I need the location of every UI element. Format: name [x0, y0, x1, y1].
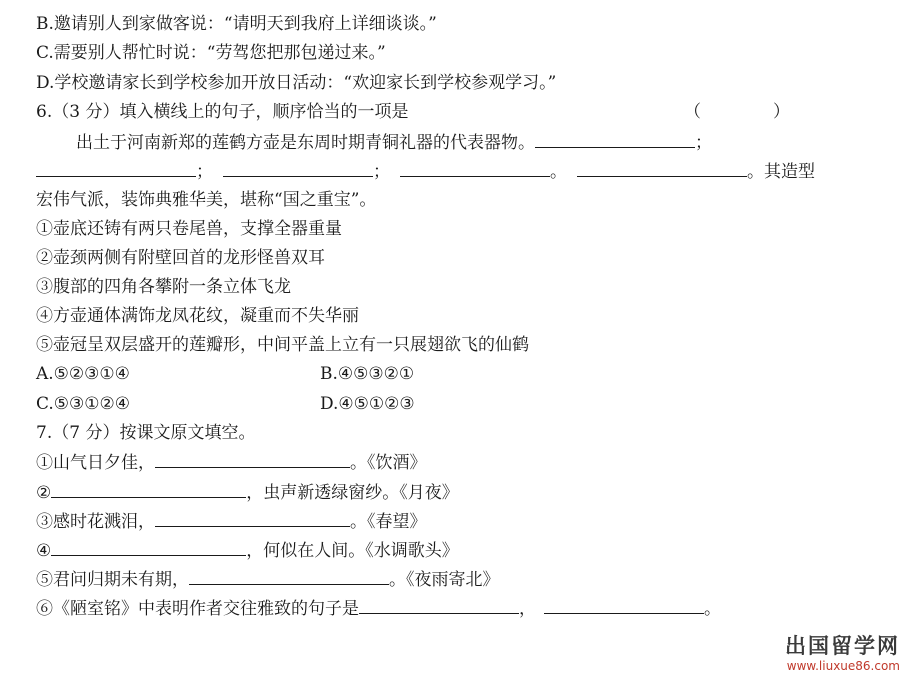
q6-stem-text: 填入横线上的句子，顺序恰当的一项是	[119, 102, 409, 122]
q7-blank-5[interactable]	[189, 567, 389, 585]
q7-blank-4[interactable]	[51, 538, 246, 556]
q5-option-c: C.需要别人帮忙时说：“劳驾您把那包递过来。”	[36, 43, 386, 63]
watermark-title: 出国留学网	[785, 634, 900, 658]
q5-option-b: B.邀请别人到家做客说：“请明天到我府上详细谈谈。”	[36, 14, 437, 34]
q6-passage-line-2: ； ； 。 。其造型	[36, 159, 815, 183]
q6-blank-5[interactable]	[577, 159, 747, 177]
q6-sentence-2: ②壶颈两侧有附壁回首的龙形怪兽双耳	[36, 248, 325, 268]
q5-option-d: D.学校邀请家长到学校参加开放日活动：“欢迎家长到学校参观学习。”	[36, 73, 557, 93]
q6-option-c[interactable]: C.⑤③①②④	[36, 394, 131, 414]
q6-blank-2[interactable]	[36, 159, 196, 177]
q6-option-b[interactable]: B.④⑤③②①	[320, 364, 415, 384]
q7-blank-6a[interactable]	[359, 596, 519, 614]
watermark-url: www.liuxue86.com	[786, 659, 900, 673]
q7-item-6: ⑥《陋室铭》中表明作者交往雅致的句子是 ， 。	[36, 596, 721, 620]
q6-number: 6.	[36, 102, 53, 122]
q6-sentence-1: ①壶底还铸有两只卷尾兽，支撑全器重量	[36, 219, 342, 239]
q6-blank-3[interactable]	[223, 159, 373, 177]
q6-sentence-5: ⑤壶冠呈双层盛开的莲瓣形，中间平盖上立有一只展翅欲飞的仙鹤	[36, 335, 529, 355]
q6-passage-line-1: 出土于河南新郑的莲鹤方壶是东周时期青铜礼器的代表器物。 ；	[76, 130, 712, 154]
q7-item-1: ①山气日夕佳， 。《饮酒》	[36, 450, 427, 474]
q6-answer-paren: （ ）	[684, 102, 790, 122]
q6-option-a[interactable]: A.⑤②③①④	[36, 364, 130, 384]
q6-option-d[interactable]: D.④⑤①②③	[320, 394, 415, 414]
q6-blank-1[interactable]	[535, 130, 695, 148]
q7-item-3: ③感时花溅泪， 。《春望》	[36, 509, 427, 533]
q7-item-5: ⑤君问归期未有期， 。《夜雨寄北》	[36, 567, 500, 591]
q6-sentence-3: ③腹部的四角各攀附一条立体飞龙	[36, 277, 291, 297]
q7-blank-6b[interactable]	[544, 596, 704, 614]
q7-blank-3[interactable]	[155, 509, 350, 527]
q6-score: （3 分）	[52, 102, 120, 122]
q6-stem	[36, 100, 408, 124]
q6-sentence-4: ④方壶通体满饰龙凤花纹，凝重而不失华丽	[36, 306, 359, 326]
q6-passage-end: 宏伟气派，装饰典雅华美，堪称“国之重宝”。	[36, 190, 377, 210]
q7-stem: 7.（7 分）按课文原文填空。	[36, 423, 256, 443]
site-watermark	[785, 633, 900, 673]
q6-blank-4[interactable]	[400, 159, 550, 177]
q6-passage-tail: 其造型	[764, 162, 815, 182]
q7-blank-1[interactable]	[155, 450, 350, 468]
q7-item-2: ② ，虫声新透绿窗纱。《月夜》	[36, 480, 459, 504]
q7-item-4: ④ ，何似在人间。《水调歌头》	[36, 538, 459, 562]
q7-blank-2[interactable]	[51, 480, 246, 498]
q6-passage-start: 出土于河南新郑的莲鹤方壶是东周时期青铜礼器的代表器物。	[76, 133, 535, 153]
